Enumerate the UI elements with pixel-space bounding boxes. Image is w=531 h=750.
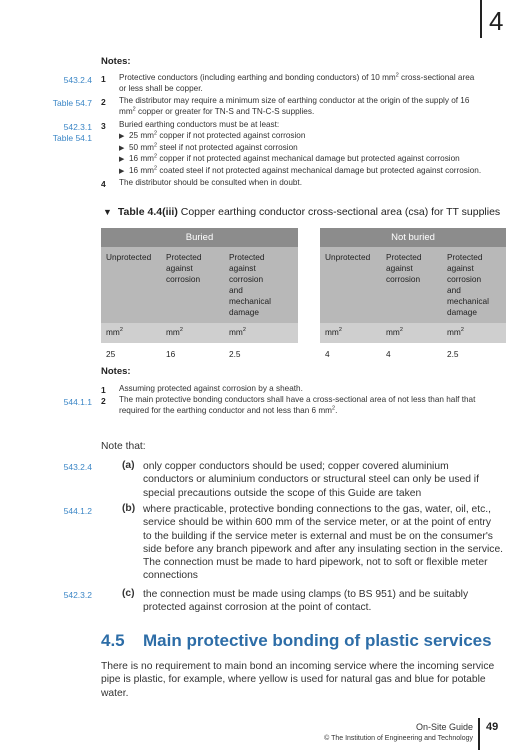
ref-544-1-1: 544.1.1 <box>63 397 92 407</box>
section-body: There is no requirement to main bond an incoming service where the incoming service pipe is plastic, for example, where yellow is used for natural gas and blue for potable water. <box>101 661 495 699</box>
section-title: Main protective bonding of plastic services <box>143 631 492 650</box>
value-cell: 4 <box>386 349 391 359</box>
unit-cell: $mm^2$ <box>447 327 464 337</box>
column-header: Unprotected <box>106 252 152 262</box>
note-number: 2 <box>101 97 106 107</box>
value-cell: 25 <box>106 349 116 359</box>
value-cell: 4 <box>325 349 330 359</box>
value-cell: 2.5 <box>229 349 241 359</box>
footer-divider <box>478 718 480 750</box>
item-label: (c) <box>122 588 135 599</box>
notes-heading: Notes: <box>101 56 131 67</box>
note-that-intro: Note that: <box>101 441 146 452</box>
note-text: Assuming protected against corrosion by a sheath. <box>119 384 303 393</box>
chapter-number: 4 <box>489 6 504 36</box>
note-number: 1 <box>101 385 106 395</box>
column-header: Protected against corrosion and mechanical damage <box>229 252 271 317</box>
chapter-divider <box>480 0 482 38</box>
ref-542-3-2: 542.3.2 <box>63 590 92 600</box>
value-cell: 16 <box>166 349 176 359</box>
list-item: ▶ 50 $mm^2$ steel if not protected against corrosion <box>119 141 298 152</box>
item-text: where practicable, protective bonding connections to the gas, water, oil, etc., service should be within 600 mm of the service meter, or at the point of entry to the building if the service meter is external and must be on the consumer's side before any branch pipework and after any insulating section in the service. The connection must be made to hard pipework, not to soft or flexible meter connections <box>143 504 504 582</box>
bullet-list <box>119 131 514 177</box>
notes-heading: Notes: <box>101 366 131 377</box>
unit-cell: $mm^2$ <box>106 327 123 337</box>
page-number: 49 <box>486 721 499 733</box>
item-text: the connection must be made using clamps (to BS 951) and be suitably protected against corrosion at the point of contact. <box>143 589 469 614</box>
column-header: Protected against corrosion and mechanical damage <box>447 252 489 317</box>
footer-copyright: © The Institution of Engineering and Technology <box>324 735 473 742</box>
triangle-down-icon: ▼ <box>103 207 112 217</box>
column-header: Protected against corrosion <box>386 252 422 284</box>
group-header: Not buried <box>320 228 506 247</box>
note-text: The distributor may require a minimum size of earthing conductor at the origin of the supply of 16 $mm^2$ copper or greater for TN-S and TN-C-S supplies. <box>119 96 470 116</box>
section-number: 4.5 <box>101 631 125 650</box>
unit-row <box>320 323 506 343</box>
note-number: 2 <box>101 396 106 406</box>
unit-cell: $mm^2$ <box>325 327 342 337</box>
ref-544-1-2: 544.1.2 <box>63 506 92 516</box>
note-number: 1 <box>101 74 106 84</box>
item-label: (a) <box>122 460 135 471</box>
ref-543-2-4: 543.2.4 <box>63 462 92 472</box>
item-label: (b) <box>122 503 136 514</box>
note-text: The distributor should be consulted when in doubt. <box>119 178 302 187</box>
item-text: only copper conductors should be used; copper covered aluminium conductors or aluminium conductors or structural steel can only be used if special precautions outside the scope of this Guide are taken <box>143 461 479 499</box>
unit-cell: $mm^2$ <box>229 327 246 337</box>
ref-table-54-1: Table 54.1 <box>52 133 92 143</box>
note-number: 3 <box>101 121 106 131</box>
ref-table-54-7: Table 54.7 <box>52 98 92 108</box>
list-item: ▶ 16 $mm^2$ copper if not protected against mechanical damage but protected against corrosion <box>119 153 460 163</box>
unit-cell: $mm^2$ <box>386 327 403 337</box>
unit-row <box>101 323 298 343</box>
column-header: Protected against corrosion <box>166 252 202 284</box>
note-text: Protective conductors (including earthing and bonding conductors) of 10 $mm^2$ cross-sectional area or less shall be copper. <box>119 72 475 93</box>
ref-542-3-1: 542.3.1 <box>63 122 92 132</box>
note-number: 4 <box>101 179 106 189</box>
group-header: Buried <box>101 228 298 247</box>
ref-543-2-4: 543.2.4 <box>63 75 92 85</box>
list-item: ▶ 25 $mm^2$ copper if not protected against corrosion <box>119 130 306 140</box>
note-text: Buried earthing conductors must be at least: <box>119 120 280 129</box>
unit-cell: $mm^2$ <box>166 327 183 337</box>
footer-guide-title: On-Site Guide <box>415 722 473 732</box>
table-title: ▼ Table 4.4(iii) Copper earthing conductor cross-sectional area (csa) for TT supplies <box>103 206 501 218</box>
note-text: The main protective bonding conductors shall have a cross-sectional area of not less than half that required for the earthing conductor and not less than 6 $mm^2$. <box>119 395 476 415</box>
column-header: Unprotected <box>325 252 371 262</box>
value-cell: 2.5 <box>447 349 459 359</box>
list-item: ▶ 16 $mm^2$ coated steel if not protected against mechanical damage but protected against corrosion. <box>119 164 482 175</box>
